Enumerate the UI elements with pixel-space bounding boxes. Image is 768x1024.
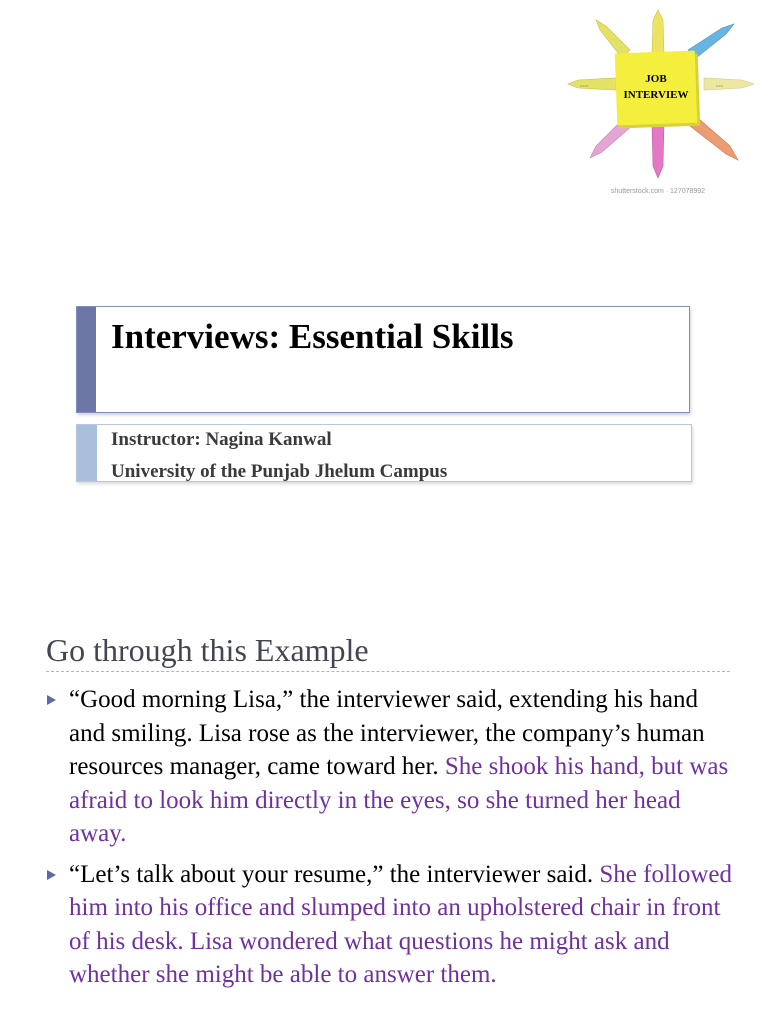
job-interview-image	[566, 6, 764, 196]
ray-top-left-shape	[596, 20, 630, 58]
svg-text:••••••: ••••••	[580, 83, 589, 88]
title-box	[76, 306, 690, 413]
list-item	[0, 858, 768, 992]
ray-right-shape	[704, 78, 754, 90]
university-line: University of the Punjab Jhelum Campus	[111, 461, 448, 482]
subtitle-accent-bar	[77, 425, 97, 481]
bullet-text: “Good morning Lisa,” the interviewer said, extending his hand and smiling. Lisa rose as the interviewer, the company’s human resources manager, came toward her.	[69, 686, 705, 780]
bullet-triangle-icon	[47, 870, 56, 880]
logo-label-line1: JOB	[645, 73, 667, 85]
svg-text:•••••: •••••	[716, 83, 724, 88]
ray-top-shape	[652, 10, 664, 54]
example-bullet-list	[0, 683, 768, 992]
bullet-triangle-icon	[47, 695, 56, 705]
instructor-line: Instructor: Nagina Kanwal	[111, 429, 332, 450]
bullet-highlight-text: She followed him into his office and slumped into an upholstered chair in front of his desk. Lisa wondered what questions he might ask and whether she might be able to answer them.	[69, 860, 732, 988]
logo-caption: shutterstock.com · 127078992	[610, 188, 706, 195]
note-shape	[615, 51, 697, 126]
ray-top-right-shape	[688, 24, 734, 58]
section-heading: Go through this Example	[46, 632, 369, 668]
slide-title: Interviews: Essential Skills	[111, 317, 514, 356]
bullet-text: “Let’s talk about your resume,” the interviewer said.	[69, 860, 600, 888]
heading-divider	[46, 671, 730, 672]
ray-left-shape	[568, 78, 616, 90]
ray-bottom-shape	[652, 124, 664, 178]
subtitle-box	[76, 424, 692, 482]
list-item	[0, 683, 768, 851]
bullet-highlight-text: She shook his hand, but was afraid to look him directly in the eyes, so she turned her head away.	[69, 753, 729, 847]
logo-label-line2: INTERVIEW	[623, 89, 689, 101]
title-accent-bar	[77, 307, 96, 412]
